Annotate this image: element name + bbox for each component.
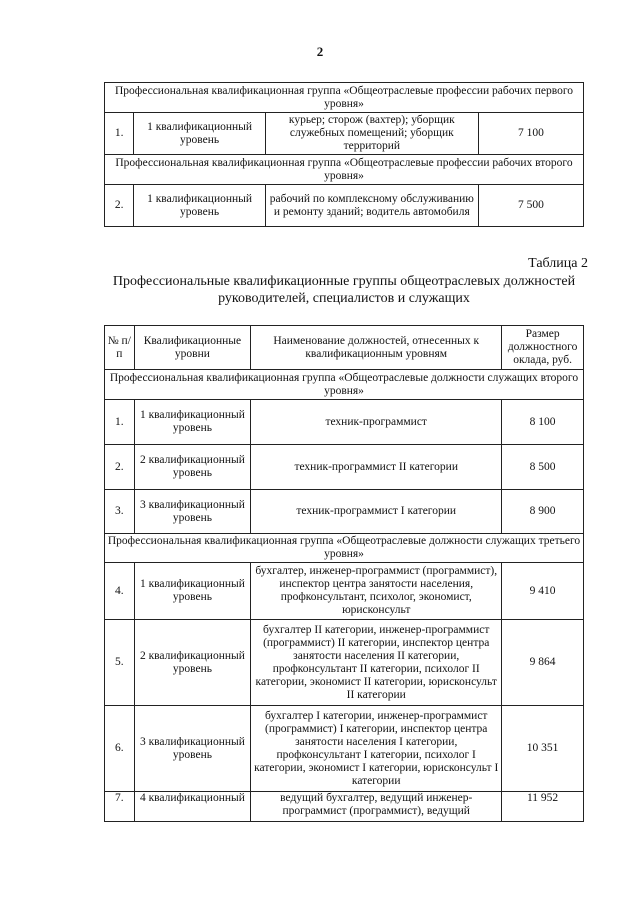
positions: курьер; сторож (вахтер); уборщик служебных помещений; уборщик территорий	[265, 113, 478, 155]
header-salary: Размер должностного оклада, руб.	[502, 326, 584, 370]
positions: ведущий бухгалтер, ведущий инженер-программист (программист), ведущий	[251, 792, 502, 822]
qualification-level: 1 квалификационный уровень	[134, 400, 251, 445]
salary: 7 100	[478, 113, 583, 155]
table-row	[105, 490, 584, 534]
row-number: 2.	[105, 445, 135, 490]
qualification-level: 2 квалификационный уровень	[134, 620, 251, 706]
salary-table-specialists	[104, 325, 584, 822]
group-title: Профессиональная квалификационная группа «Общеотраслевые профессии рабочих второго уровня»	[105, 155, 584, 185]
salary: 9 864	[502, 620, 584, 706]
qualification-level: 3 квалификационный уровень	[134, 706, 251, 792]
qualification-level: 3 квалификационный уровень	[134, 490, 251, 534]
row-number: 6.	[105, 706, 135, 792]
group-title: Профессиональная квалификационная группа «Общеотраслевые профессии рабочих первого уровня»	[105, 83, 584, 113]
table-row	[105, 400, 584, 445]
page-number: 2	[316, 44, 324, 59]
qualification-level: 1 квалификационный уровень	[134, 563, 251, 620]
table-caption: Таблица 2	[528, 256, 588, 271]
qualification-level: 1 квалификационный уровень	[134, 113, 266, 155]
table-group-row	[105, 155, 584, 185]
qualification-level: 2 квалификационный уровень	[134, 445, 251, 490]
qualification-level: 1 квалификационный уровень	[134, 185, 266, 227]
salary: 7 500	[478, 185, 583, 227]
salary: 8 500	[502, 445, 584, 490]
table-row	[105, 113, 584, 155]
table-row	[105, 792, 584, 822]
salary: 10 351	[502, 706, 584, 792]
row-number: 7.	[105, 792, 135, 822]
table-header-row	[105, 326, 584, 370]
table-group-row	[105, 370, 584, 400]
table-group-row	[105, 83, 584, 113]
header-positions: Наименование должностей, отнесенных к квалификационным уровням	[251, 326, 502, 370]
row-number: 1.	[105, 400, 135, 445]
positions: бухгалтер II категории, инженер-программист (программист) II категории, инспектор центра занятости населения II категории, профконсультант II категории, психолог II категории, экономист II категории, юрисконсульт II категории	[251, 620, 502, 706]
table-row	[105, 445, 584, 490]
positions: техник-программист	[251, 400, 502, 445]
table-title: Профессиональные квалификационные группы общеотраслевых должностей руководителей, специалистов и служащих	[112, 274, 576, 306]
qualification-level: 4 квалификационный	[134, 792, 251, 822]
group-title: Профессиональная квалификационная группа «Общеотраслевые должности служащих третьего уровня»	[105, 534, 584, 563]
table-group-row	[105, 534, 584, 563]
positions: техник-программист II категории	[251, 445, 502, 490]
salary-table-workers	[104, 82, 584, 227]
header-level: Квалификационные уровни	[134, 326, 251, 370]
row-number: 2.	[105, 185, 134, 227]
table-row	[105, 563, 584, 620]
salary: 11 952	[502, 792, 584, 822]
row-number: 5.	[105, 620, 135, 706]
positions: бухгалтер I категории, инженер-программист (программист) I категории, инспектор центра занятости населения I категории, профконсультант I категории, психолог I категории, экономист I категории, юрисконсульт I категории	[251, 706, 502, 792]
positions: техник-программист I категории	[251, 490, 502, 534]
salary: 8 100	[502, 400, 584, 445]
row-number: 4.	[105, 563, 135, 620]
table-row	[105, 185, 584, 227]
table-row	[105, 620, 584, 706]
salary: 9 410	[502, 563, 584, 620]
salary: 8 900	[502, 490, 584, 534]
table-row	[105, 706, 584, 792]
positions: бухгалтер, инженер-программист (программист), инспектор центра занятости населения, профконсультант, психолог, экономист, юрисконсульт	[251, 563, 502, 620]
positions: рабочий по комплексному обслуживанию и ремонту зданий; водитель автомобиля	[265, 185, 478, 227]
group-title: Профессиональная квалификационная группа «Общеотраслевые должности служащих второго уровня»	[105, 370, 584, 400]
row-number: 1.	[105, 113, 134, 155]
header-number: № п/п	[105, 326, 135, 370]
row-number: 3.	[105, 490, 135, 534]
